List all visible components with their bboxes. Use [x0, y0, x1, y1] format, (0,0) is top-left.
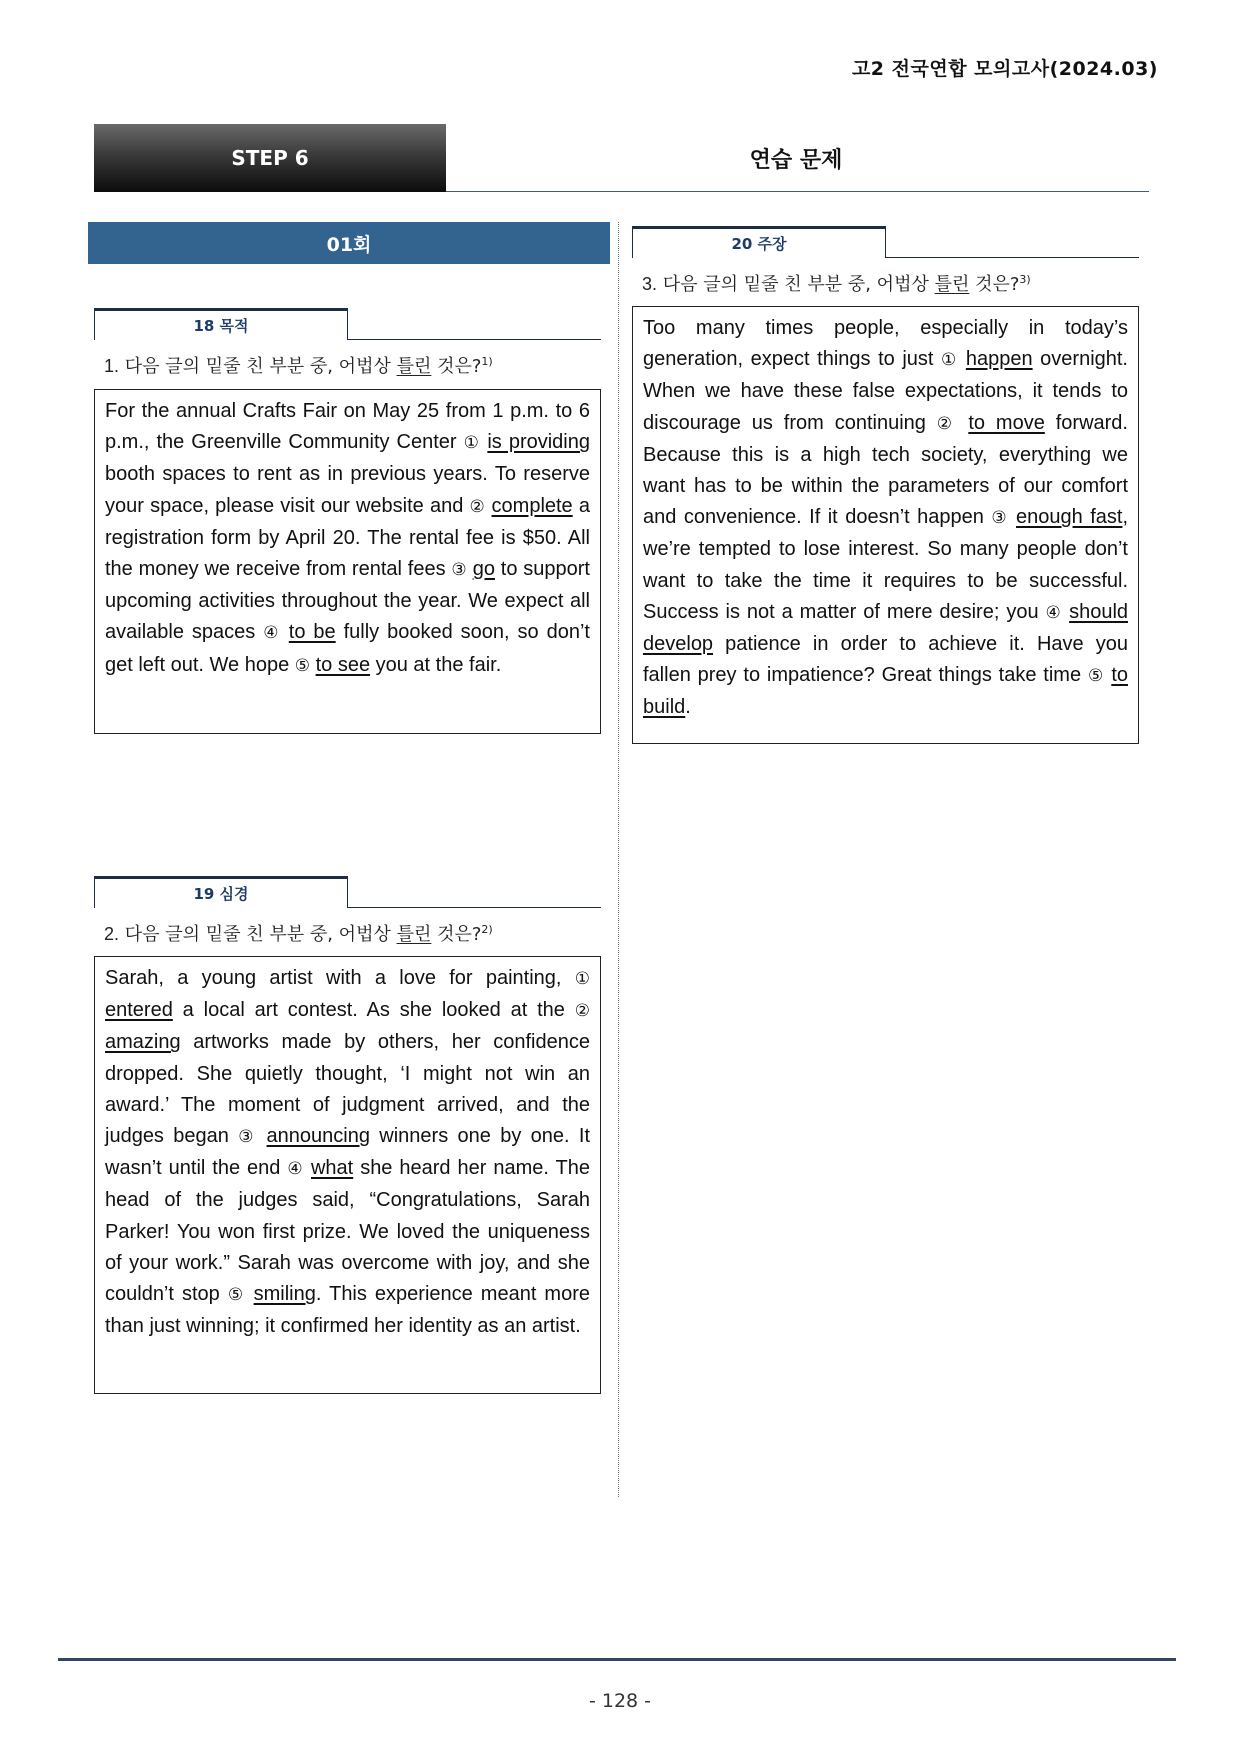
passage-text: Too many times people, especially in today’s generation, expect things to just: [643, 317, 1128, 371]
underlined-choice: to be: [288, 621, 336, 644]
passage-text: she heard her name. The head of the judges said, “Congratulations, Sarah Parker! You won first prize. We loved the uniqueness of your work.” Sarah was overcome with joy, and she couldn’t stop: [105, 1157, 590, 1306]
choice-number: ①: [463, 433, 481, 454]
underlined-choice: amazing: [105, 1031, 181, 1054]
passage-text: . This experience meant more than just winning; it confirmed her identity as an artist.: [105, 1283, 590, 1338]
choice-number: ④: [287, 1159, 305, 1180]
choice-number: ④: [1045, 602, 1063, 623]
question-prompt: [642, 270, 1031, 296]
passage-text: [958, 348, 966, 370]
passage-text: , we’re tempted to lose interest. So many people don’t want to take the time it requires to be successful. Success is not a matter of mere desire; you: [643, 506, 1129, 623]
underlined-choice: enough fast: [1016, 506, 1123, 529]
passage-text: Sarah, a young artist with a love for painting,: [105, 967, 575, 989]
prompt-text: 다음 글의 밑줄 친 부분 중, 어법상: [662, 274, 935, 295]
prompt-text-end: 것은?: [431, 924, 482, 945]
passage-box: [94, 389, 601, 734]
passage-text: a registration form by April 20. The rental fee is $50. All the money we receive from rental fees: [105, 494, 590, 581]
prompt-text-end: 것은?: [431, 356, 482, 377]
passage-text: forward. Because this is a high tech society, everything we want has to be within the parameters of our comfort and convenience. If it doesn’t happen: [643, 411, 1128, 529]
page-number: - 128 -: [588, 1690, 652, 1712]
choice-number: ③: [238, 1127, 258, 1148]
choice-number: ①: [574, 969, 590, 989]
choice-number: ①: [941, 350, 959, 371]
underlined-choice: announcing: [266, 1125, 370, 1148]
underlined-choice: what: [310, 1157, 354, 1180]
underlined-choice: happen: [965, 348, 1033, 371]
choice-number: ④: [263, 623, 281, 644]
passage-text: you at the fair.: [370, 653, 502, 676]
column-divider: [618, 222, 619, 1497]
passage-text: For the annual Crafts Fair on May 25 from 1 p.m. to 6 p.m., the Greenville Community Center: [105, 400, 590, 454]
choice-number: ⑤: [227, 1285, 246, 1306]
passage-box: [632, 306, 1139, 744]
passage-text: [257, 1125, 266, 1147]
exam-title: 고2 전국연합 모의고사(2024.03): [851, 58, 1158, 80]
tag-underline: [348, 339, 601, 340]
question-prompt: [104, 352, 493, 378]
choice-number: ⑤: [294, 655, 311, 676]
passage-text: artworks made by others, her confidence dropped. She quietly thought, ‘I might not win an award.’ The moment of judgment arrived, and the judges began: [105, 1031, 590, 1148]
underlined-choice: go: [472, 558, 495, 581]
step-label: STEP 6: [94, 124, 446, 192]
choice-number: ⑤: [1087, 666, 1105, 687]
passage-text: overnight. When we have these false expectations, it tends to discourage us from continuing: [643, 348, 1128, 434]
passage-text: a local art contest. As she looked at the: [172, 999, 575, 1022]
footnote-marker: 2): [481, 923, 493, 936]
question-prompt: [104, 920, 493, 946]
prompt-emphasis: 틀린: [934, 274, 970, 295]
passage-text: [957, 412, 968, 434]
underlined-choice: entered: [105, 999, 173, 1022]
passage-text: [281, 621, 289, 643]
question-tag: 18 목적: [94, 308, 348, 340]
tag-underline: [886, 257, 1139, 258]
choice-number: ②: [574, 1001, 590, 1022]
tag-underline: [348, 907, 601, 908]
step-heading: 연습 문제: [749, 147, 843, 173]
choice-number: ③: [451, 560, 467, 581]
passage-text: patience in order to achieve it. Have you fallen prey to impatience? Great things take time: [643, 633, 1128, 687]
passage-text: .: [685, 696, 691, 719]
underlined-choice: to see: [315, 653, 371, 676]
choice-number: ②: [469, 496, 486, 517]
footer-divider: [58, 1658, 1176, 1661]
underlined-choice: smiling: [253, 1283, 316, 1306]
prompt-emphasis: 틀린: [396, 924, 432, 945]
passage-text: booth spaces to rent as in previous years. To reserve your space, please visit our website and: [105, 463, 590, 517]
underlined-choice: is providing: [487, 431, 590, 454]
footnote-marker: 3): [1019, 273, 1031, 286]
passage-text: fully booked soon, so don’t get left out. We hope: [105, 621, 590, 676]
question-number: 3.: [642, 274, 658, 294]
passage-box: [94, 956, 601, 1394]
question-number: 2.: [104, 924, 120, 944]
prompt-emphasis: 틀린: [396, 356, 432, 377]
question-number: 1.: [104, 356, 120, 376]
underlined-choice: complete: [491, 494, 573, 517]
footnote-marker: 1): [481, 355, 493, 368]
underlined-choice: should develop: [643, 600, 1129, 656]
passage-text: to support upcoming activities throughout the year. We expect all available spaces: [105, 558, 590, 644]
passage-text: [1009, 506, 1016, 528]
passage-text: [304, 1157, 311, 1179]
choice-number: ②: [936, 413, 958, 434]
passage-text: winners one by one. It wasn’t until the end: [105, 1125, 591, 1180]
passage-text: [246, 1283, 254, 1305]
prompt-text: 다음 글의 밑줄 친 부분 중, 어법상: [124, 356, 397, 377]
question-tag: 20 주장: [632, 226, 886, 258]
underlined-choice: to move: [968, 411, 1045, 434]
round-label: 01회: [88, 222, 610, 264]
prompt-text: 다음 글의 밑줄 친 부분 중, 어법상: [124, 924, 397, 945]
step-divider: [446, 191, 1149, 192]
prompt-text-end: 것은?: [969, 274, 1020, 295]
question-tag: 19 심경: [94, 876, 348, 908]
choice-number: ③: [991, 508, 1009, 529]
underlined-choice: to build: [643, 664, 1128, 719]
